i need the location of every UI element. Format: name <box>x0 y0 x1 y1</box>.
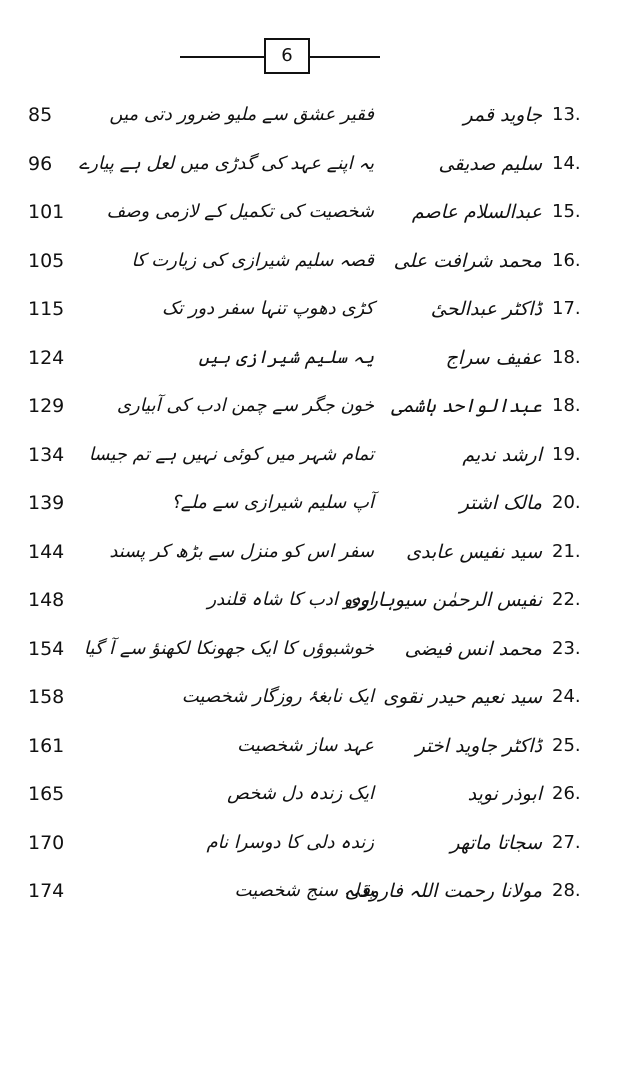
toc-title: شخصیت کی تکمیل کے لازمی وصف <box>106 201 374 222</box>
toc-title: ایک نابغۂ روزگار شخصیت <box>181 686 374 707</box>
toc-page: 165 <box>28 783 65 805</box>
toc-author: ابوذر نوید <box>467 783 542 805</box>
toc-author: محمد انس فیضی <box>404 637 542 660</box>
toc-number: 25. <box>552 734 581 756</box>
toc-number: 17. <box>552 298 581 319</box>
toc-author: ڈاکٹر عبدالحیٔ <box>430 298 542 320</box>
toc-title: بذلہ سنج شخصیت <box>234 880 374 901</box>
toc-page: 158 <box>28 686 65 708</box>
toc-row <box>0 535 644 584</box>
toc-page: 85 <box>28 104 53 126</box>
toc-page: 124 <box>28 346 65 369</box>
toc-page: 96 <box>28 152 53 175</box>
toc-page: 105 <box>28 249 65 272</box>
toc-title: کڑی دھوپ تنہا سفر دور تک <box>161 298 374 319</box>
header-rule-left <box>180 56 264 58</box>
toc-page: 148 <box>28 589 65 611</box>
toc-author: سجاتا ماتھر <box>450 831 542 854</box>
toc-author: سید نعیم حیدر نقوی <box>383 686 542 708</box>
toc-page: 101 <box>28 201 65 223</box>
toc-row <box>0 486 644 535</box>
toc-row <box>0 632 644 681</box>
toc-number: 24. <box>552 686 581 707</box>
table-of-contents <box>0 98 644 923</box>
toc-row <box>0 244 644 293</box>
toc-page: 161 <box>28 734 65 757</box>
toc-title: عہد ساز شخصیت <box>237 734 374 756</box>
toc-number: 22. <box>552 589 581 610</box>
toc-author: مولانا رحمت اللہ فاروقی <box>344 880 542 902</box>
toc-title: یہ سلیم شیرازی ہیں <box>198 346 374 368</box>
toc-author: سید نفیس عابدی <box>406 540 542 563</box>
toc-title: خوشبوؤں کا ایک جھونکا لکھنؤ سے آ گیا <box>83 637 374 659</box>
toc-page: 170 <box>28 831 65 854</box>
toc-number: 20. <box>552 492 581 513</box>
toc-page: 129 <box>28 395 65 417</box>
toc-author: محمد شرافت علی <box>393 249 542 272</box>
toc-row <box>0 389 644 438</box>
toc-author: سلیم صدیقی <box>438 152 542 175</box>
toc-page: 144 <box>28 540 65 563</box>
toc-number: 28. <box>552 880 581 901</box>
toc-row <box>0 438 644 487</box>
toc-row <box>0 874 644 923</box>
toc-page: 174 <box>28 880 65 902</box>
toc-number: 15. <box>552 201 581 222</box>
page-header <box>180 38 380 78</box>
toc-row <box>0 98 644 147</box>
header-rule-right <box>310 56 380 58</box>
toc-author: عبدالسلام عاصم <box>411 201 542 223</box>
toc-title: زندہ دلی کا دوسرا نام <box>206 831 374 853</box>
toc-row <box>0 826 644 875</box>
toc-title: سفر اس کو منزل سے بڑھ کر پسند <box>109 540 374 562</box>
toc-page: 139 <box>28 492 65 514</box>
toc-number: 23. <box>552 637 581 659</box>
toc-row <box>0 729 644 778</box>
toc-author: عبدالواحد ہاشمی <box>391 395 542 417</box>
toc-number: 27. <box>552 831 581 853</box>
toc-number: 21. <box>552 540 581 562</box>
toc-number: 16. <box>552 249 581 271</box>
toc-page: 154 <box>28 637 65 660</box>
toc-author: ڈاکٹر جاوید اختر <box>415 734 542 757</box>
toc-number: 26. <box>552 783 581 804</box>
toc-title: یہ اپنے عہد کی گدڑی میں لعل ہے پیارے <box>78 152 374 174</box>
toc-number: 18. <box>552 395 581 416</box>
toc-row <box>0 680 644 729</box>
toc-title: آپ سلیم شیرازی سے ملے؟ <box>171 492 374 513</box>
toc-author: ارشد ندیم <box>462 443 542 466</box>
toc-row <box>0 147 644 196</box>
toc-title: خون جگر سے چمن ادب کی آبیاری <box>116 395 374 416</box>
toc-title: فقیر عشق سے ملیو ضرور دتی میں <box>109 104 374 125</box>
toc-row <box>0 777 644 826</box>
toc-title: تمام شہر میں کوئی نہیں ہے تم جیسا <box>88 443 374 465</box>
toc-title: ایک زندہ دل شخص <box>227 783 374 804</box>
toc-author: نفیس الرحمٰن سیوہاروی <box>344 589 542 611</box>
toc-row <box>0 195 644 244</box>
toc-author: مالک اشتر <box>459 492 542 514</box>
toc-author: عفیف سراج <box>445 346 542 369</box>
toc-number: 14. <box>552 152 581 174</box>
toc-row <box>0 583 644 632</box>
toc-page: 115 <box>28 298 65 320</box>
toc-author: جاوید قمر <box>463 104 542 126</box>
toc-page: 134 <box>28 443 65 466</box>
toc-title: اردو ادب کا شاہ قلندر <box>207 589 374 610</box>
toc-row <box>0 341 644 390</box>
toc-number: 13. <box>552 104 581 125</box>
toc-title: قصہ سلیم شیرازی کی زیارت کا <box>131 249 374 271</box>
toc-row <box>0 292 644 341</box>
page-number: 6 <box>264 38 310 74</box>
toc-number: 19. <box>552 443 581 465</box>
toc-number: 18. <box>552 346 581 368</box>
